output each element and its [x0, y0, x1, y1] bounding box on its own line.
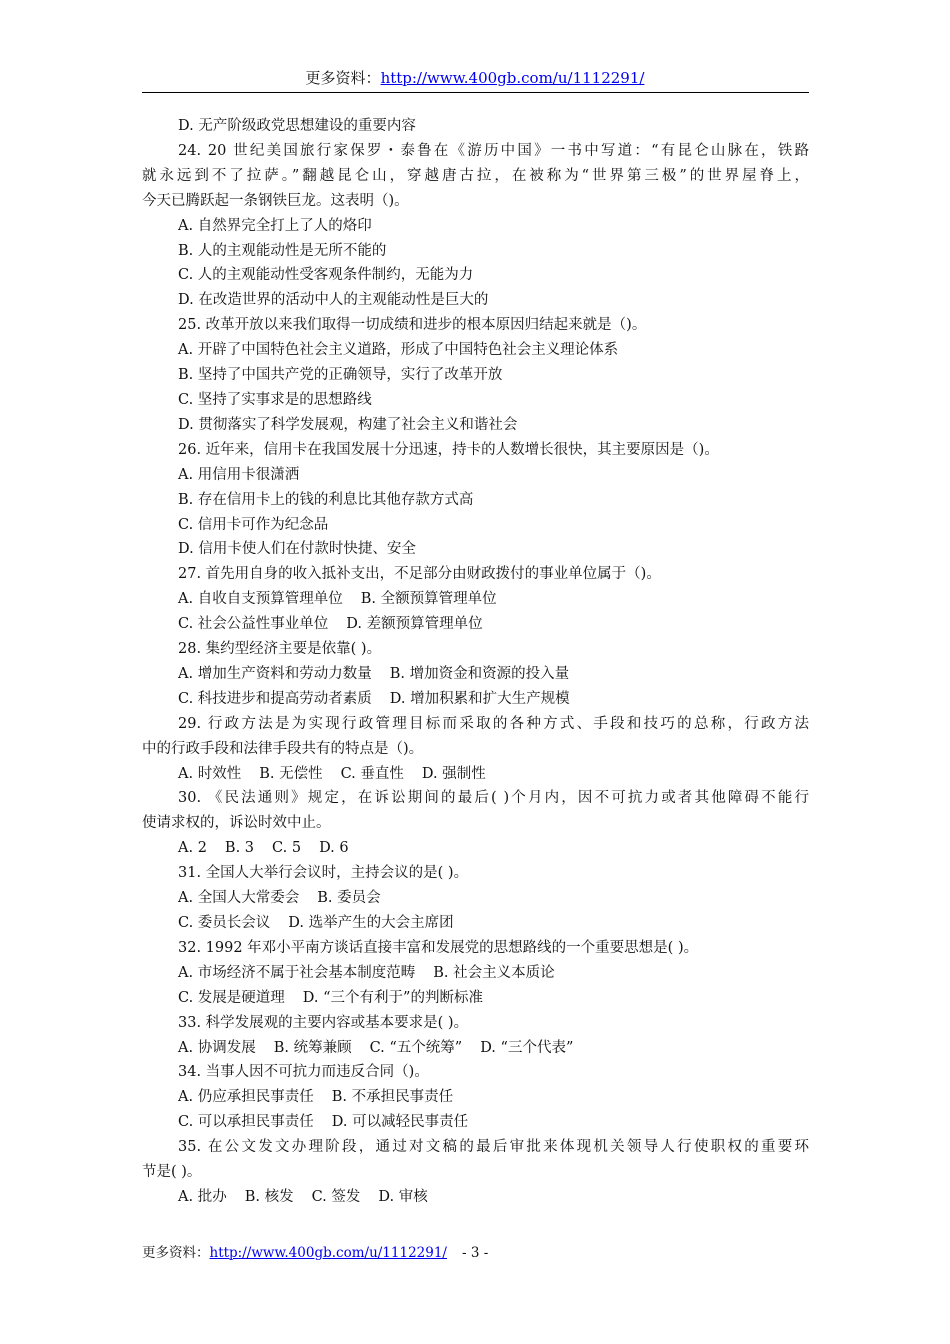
option-c: C. 信用卡可作为纪念品	[178, 516, 329, 533]
option-a: A. 自然界完全打上了人的烙印	[178, 217, 372, 234]
question-32: 32. 1992 年邓小平南方谈话直接丰富和发展党的思想路线的一个重要思想是( )。	[178, 939, 699, 956]
options-row: A. 时效性 B. 无偿性 C. 垂直性 D. 强制性	[178, 765, 486, 782]
options-row: A. 市场经济不属于社会基本制度范畴 B. 社会主义本质论	[178, 964, 555, 981]
question-34: 34. 当事人因不可抗力而违反合同（)。	[178, 1064, 429, 1081]
question-29: 29. 行政方法是为实现行政管理目标而采取的各种方式、手段和技巧的总称，行政方法	[178, 715, 809, 732]
header-divider	[142, 92, 809, 93]
options-row: C. 委员长会议 D. 选举产生的大会主席团	[178, 915, 454, 931]
text-line: 今天已腾跃起一条钢铁巨龙。这表明（)。	[142, 192, 409, 209]
question-24: 24. 20 世纪美国旅行家保罗・泰鲁在《游历中国》一书中写道：“有昆仑山脉在，铁路	[178, 142, 809, 159]
footer-label: 更多资料：	[142, 1245, 210, 1261]
option-a: A. 开辟了中国特色社会主义道路，形成了中国特色社会主义理论体系	[178, 342, 619, 359]
question-28: 28. 集约型经济主要是依靠( )。	[178, 641, 382, 658]
option-c: C. 坚持了实事求是的思想路线	[178, 391, 372, 408]
text-line: 使请求权的，诉讼时效中止。	[142, 815, 331, 832]
question-25: 25. 改革开放以来我们取得一切成绩和进步的根本原因归结起来就是（)。	[178, 317, 647, 334]
options-row: C. 可以承担民事责任 D. 可以减轻民事责任	[178, 1114, 469, 1131]
question-30: 30. 《民法通则》规定，在诉讼期间的最后( )个月内，因不可抗力或者其他障碍不能行	[178, 790, 809, 807]
option-b: B. 坚持了中国共产党的正确领导，实行了改革开放	[178, 367, 503, 384]
header-label: 更多资料：	[305, 69, 381, 87]
option-b: B. 人的主观能动性是无所不能的	[178, 242, 387, 259]
options-row: A. 仍应承担民事责任 B. 不承担民事责任	[178, 1089, 454, 1106]
options-row: A. 增加生产资料和劳动力数量 B. 增加资金和资源的投入量	[178, 665, 570, 682]
text-line: D. 无产阶级政党思想建设的重要内容	[178, 118, 416, 134]
options-row: A. 协调发展 B. 统筹兼顾 C. “五个统筹” D. “三个代表”	[178, 1039, 574, 1056]
options-row: C. 社会公益性事业单位 D. 差额预算管理单位	[178, 616, 483, 633]
option-b: B. 存在信用卡上的钱的利息比其他存款方式高	[178, 491, 474, 508]
text-line: 就永远到不了拉萨。”翻越昆仑山，穿越唐古拉，在被称为“世界第三极”的世界屋脊上，	[142, 167, 809, 184]
page-number: - 3 -	[462, 1245, 489, 1261]
options-row: C. 科技进步和提高劳动者素质 D. 增加积累和扩大生产规模	[178, 690, 570, 707]
question-31: 31. 全国人大举行会议时，主持会议的是( )。	[178, 865, 469, 882]
option-c: C. 人的主观能动性受客观条件制约，无能为力	[178, 267, 474, 284]
footer-link[interactable]: http://www.400gb.com/u/1112291/	[209, 1245, 447, 1261]
question-27: 27. 首先用自身的收入抵补支出，不足部分由财政拨付的事业单位属于（)。	[178, 566, 661, 583]
header-link[interactable]: http://www.400gb.com/u/1112291/	[380, 69, 645, 87]
document-body	[142, 114, 809, 1210]
question-26: 26. 近年来，信用卡在我国发展十分迅速，持卡的人数增长很快，其主要原因是（)。	[178, 441, 719, 458]
page-header	[0, 68, 950, 88]
options-row: A. 自收自支预算管理单位 B. 全额预算管理单位	[178, 591, 497, 608]
option-d: D. 贯彻落实了科学发展观，构建了社会主义和谐社会	[178, 416, 518, 433]
question-33: 33. 科学发展观的主要内容或基本要求是( )。	[178, 1014, 469, 1031]
text-line: 中的行政手段和法律手段共有的特点是（)。	[142, 740, 424, 757]
options-row: A. 全国人大常委会 B. 委员会	[178, 890, 381, 907]
option-a: A. 用信用卡很潇洒	[178, 466, 300, 483]
question-35: 35. 在公文发文办理阶段，通过对文稿的最后审批来体现机关领导人行使职权的重要环	[178, 1139, 809, 1156]
options-row: C. 发展是硬道理 D. “三个有利于”的判断标准	[178, 989, 483, 1006]
option-d: D. 信用卡使人们在付款时快捷、安全	[178, 541, 416, 558]
option-d: D. 在改造世界的活动中人的主观能动性是巨大的	[178, 292, 489, 309]
options-row: A. 2 B. 3 C. 5 D. 6	[178, 840, 349, 857]
text-line: 节是( )。	[142, 1164, 202, 1181]
page-footer	[142, 1244, 447, 1262]
options-row: A. 批办 B. 核发 C. 签发 D. 审核	[178, 1188, 428, 1205]
